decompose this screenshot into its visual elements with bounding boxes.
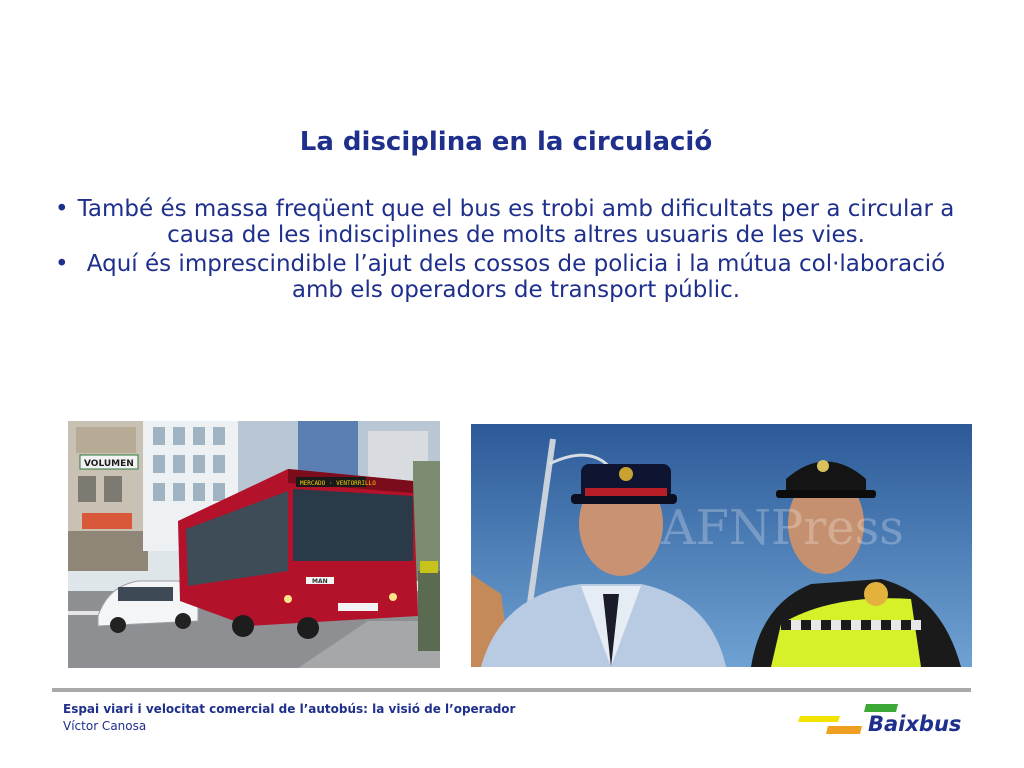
police-officers-illustration <box>471 424 972 667</box>
photo-watermark: AFNPress <box>661 500 904 556</box>
shop-sign-text: VOLUMEN <box>84 459 134 469</box>
bullet-marker: • <box>55 196 69 222</box>
bullet-list <box>55 196 967 306</box>
police-officers-photo <box>471 424 972 667</box>
footer-author: Víctor Canosa <box>63 719 147 733</box>
bus-brand: MAN <box>312 578 328 585</box>
bullet-marker: • <box>55 251 69 277</box>
slide-title: La disciplina en la circulació <box>299 127 713 157</box>
bus-street-illustration <box>68 421 440 668</box>
logo-wordmark: Baixbus <box>868 712 962 736</box>
bus-route-display: MERCADO · VENTORRILLO <box>300 480 376 487</box>
bus-street-photo <box>68 421 440 668</box>
bullet-item <box>55 251 967 303</box>
footer-title: Espai viari i velocitat comercial de l’autobús: la visió de l’operador <box>63 702 516 716</box>
bullet-text: Aquí és imprescindible l’ajut dels cossos de policia i la mútua col·laboració amb els operadors de transport públic. <box>86 251 946 303</box>
footer-rule <box>52 688 971 692</box>
bullet-text: També és massa freqüent que el bus es trobi amb dificultats per a circular a causa de les indisciplines de molts altres usuaris de les vies. <box>77 196 955 248</box>
bullet-item <box>55 196 967 248</box>
